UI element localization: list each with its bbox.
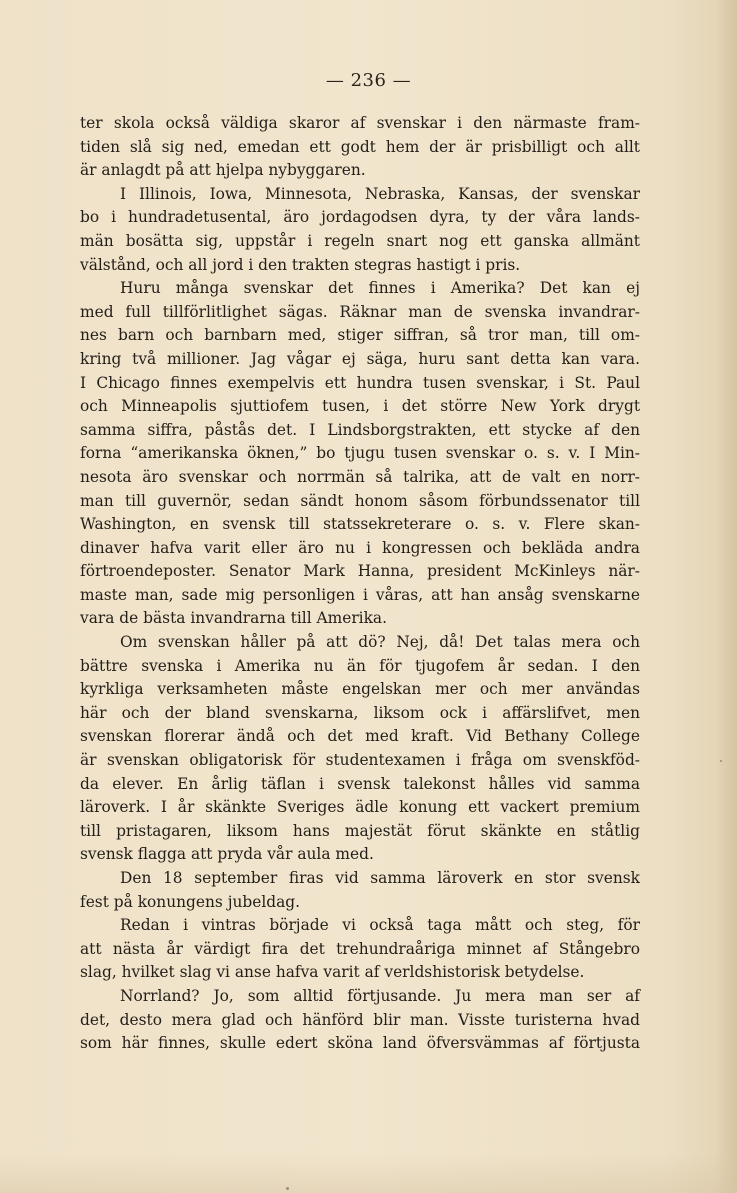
text-line: da elever. En årlig täflan i svensk talekonst hålles vid samma [80, 774, 640, 793]
text-line: I Chicago finnes exempelvis ett hundra tusen svenskar, i St. Paul [80, 373, 640, 392]
text-line: svensk flagga att pryda vår aula med. [80, 845, 374, 864]
text-line: nesota äro svenskar och norrmän så talrika, att de valt en norr- [80, 467, 640, 486]
text-line: slag, hvilket slag vi anse hafva varit af verldshistorisk betydelse. [80, 963, 585, 982]
text-line: och Minneapolis sjuttiofem tusen, i det större New York drygt [80, 397, 640, 416]
text-line: Washington, en svensk till statssekreterare o. s. v. Flere skan- [80, 515, 640, 534]
page-edge-shadow-right [715, 0, 737, 1193]
text-line: Den 18 september firas vid samma läroverk en stor svensk [120, 869, 640, 887]
text-line: fest på konungens jubeldag. [80, 892, 301, 911]
text-line: Om svenskan håller på att dö? Nej, då! Det talas mera och [120, 633, 640, 652]
text-line: nes barn och barnbarn med, stiger siffran, så tror man, till om- [80, 326, 640, 345]
paper-speck [286, 1187, 289, 1190]
text-line: Redan i vintras började vi också taga mått och steg, för [120, 916, 640, 935]
text-line: samma siffra, påstås det. I Lindsborgstrakten, ett stycke af den [80, 420, 640, 439]
text-line: med full tillförlitlighet sägas. Räknar man de svenska invandrar- [80, 302, 640, 321]
text-line: kyrkliga verksamheten måste engelskan mer och mer användas [80, 680, 640, 699]
text-line: förtroendeposter. Senator Mark Hanna, president McKinleys när- [80, 562, 640, 581]
text-line: vara de bästa invandrarna till Amerika. [80, 609, 388, 628]
text-line: välstånd, och all jord i den trakten stegras hastigt i pris. [80, 255, 521, 274]
text-line: maste man, sade mig personligen i våras, att han ansåg svenskarne [80, 585, 640, 604]
text-line: Huru många svenskar det finnes i Amerika? Det kan ej [120, 279, 640, 298]
text-line: bo i hundradetusental, äro jordagodsen dyra, ty der våra lands- [80, 208, 640, 227]
text-line: forna “amerikanska öknen,” bo tjugu tusen svenskar o. s. v. I Min- [80, 444, 640, 463]
text-line: bättre svenska i Amerika nu än för tjugofem år sedan. I den [80, 656, 640, 675]
text-line: Norrland? Jo, som alltid förtjusande. Ju mera man ser af [120, 986, 640, 1005]
body-text [80, 112, 640, 1056]
text-line: tiden slå sig ned, emedan ett godt hem der är prisbilligt och allt [80, 137, 640, 156]
text-line: är svenskan obligatorisk för studentexamen i fråga om svenskföd- [80, 751, 640, 770]
text-line: män bosätta sig, uppstår i regeln snart nog ett ganska allmänt [80, 231, 640, 250]
text-line: till pristagaren, liksom hans majestät förut skänkte en ståtlig [80, 821, 640, 840]
paper-speck [720, 760, 722, 762]
text-line: är anlagdt på att hjelpa nybyggaren. [80, 161, 366, 180]
text-line: ter skola också väldiga skaror af svenskar i den närmaste fram- [80, 114, 640, 132]
page-edge-shadow-bottom [0, 1153, 737, 1193]
text-line: att nästa år värdigt fira det trehundraåriga minnet af Stångebro [80, 939, 640, 958]
text-line: man till guvernör, sedan sändt honom såsom förbundssenator till [80, 491, 640, 510]
text-line: som här finnes, skulle edert sköna land öfversvämmas af förtjusta [80, 1034, 640, 1053]
page-number: — 236 — [325, 70, 412, 91]
text-line: läroverk. I år skänkte Sveriges ädle konung ett vackert premium [80, 798, 640, 817]
text-line: svenskan florerar ändå och det med kraft. Vid Bethany College [80, 727, 640, 746]
text-line: kring två millioner. Jag vågar ej säga, huru sant detta kan vara. [80, 349, 640, 368]
text-line: här och der bland svenskarna, liksom ock i affärslifvet, men [80, 703, 640, 722]
text-line: I Illinois, Iowa, Minnesota, Nebraska, Kansas, der svenskar [120, 184, 640, 203]
text-line: dinaver hafva varit eller äro nu i kongressen och bekläda andra [80, 538, 640, 557]
text-line: det, desto mera glad och hänförd blir man. Visste turisterna hvad [80, 1010, 640, 1029]
